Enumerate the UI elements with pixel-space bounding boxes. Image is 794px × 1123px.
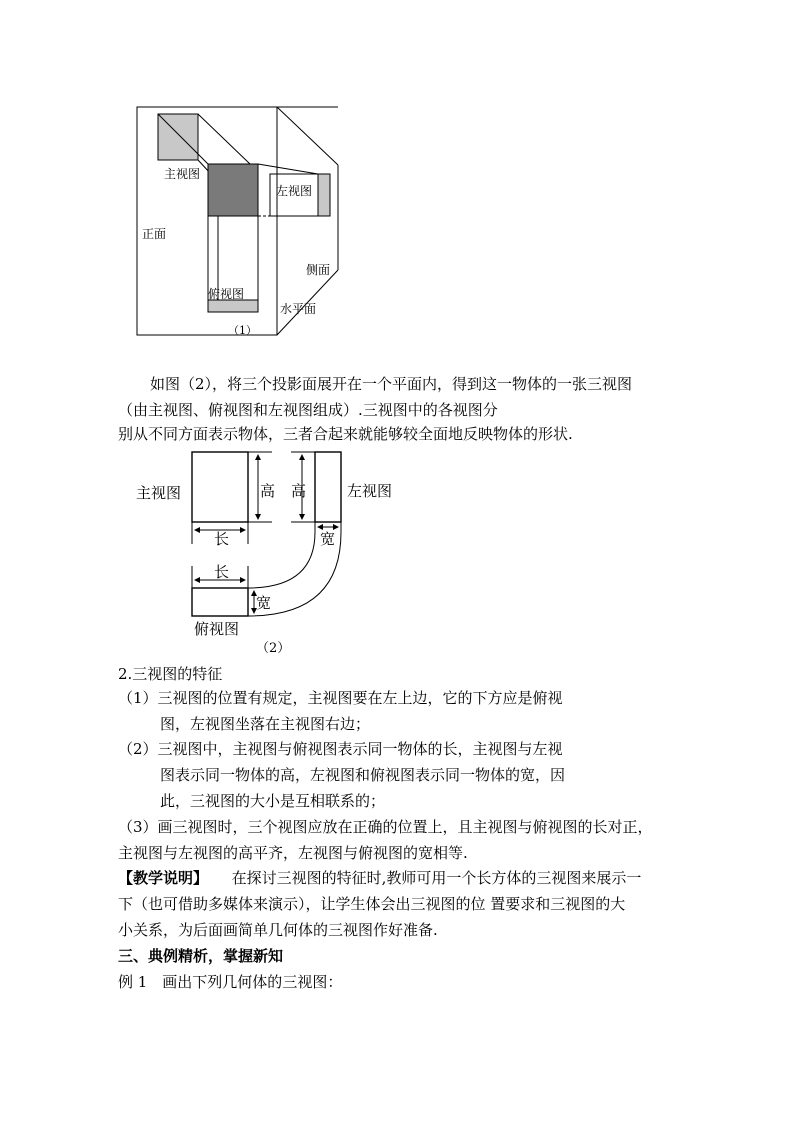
fig1-label-front: 正面: [142, 227, 167, 241]
fig1-label-left-view: 左视图: [276, 184, 313, 198]
item1-line1: （1）三视图的位置有规定，主视图要在左上边，它的下方应是俯视: [118, 689, 563, 707]
fig1-label-main-view: 主视图: [164, 167, 201, 181]
teach-line1-text: 在探讨三视图的特征时,教师可用一个长方体的三视图来展示一: [231, 869, 642, 887]
fig2-label-width-1: 宽: [320, 530, 336, 548]
fig2-label-length-2: 长: [214, 563, 230, 581]
fig1-label-top-view: 俯视图: [208, 287, 245, 301]
teach-label: 【教学说明】: [118, 869, 209, 887]
figure-1-projection-box: [130, 100, 345, 345]
fig2-top-view-rect: [192, 588, 248, 616]
fig1-caption: （1）: [228, 324, 257, 337]
fig2-label-main-view: 主视图: [136, 484, 182, 502]
item2-line3: 此，三视图的大小是互相联系的；: [160, 792, 386, 810]
item2-line2: 图表示同一物体的高，左视图和俯视图表示同一物体的宽，因: [160, 766, 566, 784]
item1-line2: 图，左视图坐落在主视图右边；: [160, 715, 371, 733]
fig2-arc-inner: [248, 532, 315, 588]
fig2-main-view-rect: [192, 452, 248, 522]
left-view-panel: [318, 174, 330, 216]
fig1-label-side: 侧面: [306, 263, 331, 277]
teach-line3: 小关系，为后面画简单几何体的三视图作好准备.: [118, 921, 438, 939]
fig2-caption: （2）: [256, 641, 291, 656]
para1-line2: （由主视图、俯视图和左视图组成）.三视图中的各视图分: [118, 401, 498, 419]
teach-line1: [118, 868, 688, 888]
item2-line1: （2）三视图中，主视图与俯视图表示同一物体的长，主视图与左视: [118, 740, 563, 758]
top-view-panel: [208, 300, 258, 312]
fig2-label-length-1: 长: [214, 530, 230, 548]
fig1-label-horizontal: 水平面: [280, 302, 317, 316]
fig2-left-view-rect: [315, 452, 341, 522]
item3-line1: （3）画三视图时，三个视图应放在正确的位置上，且主视图与俯视图的长对正，: [118, 818, 653, 836]
main-view-panel: [158, 114, 198, 160]
example1: 例 1 画出下列几何体的三视图：: [118, 973, 343, 991]
para1-line1: 如图（2），将三个投影面展开在一个平面内，得到这一物体的一张三视图: [150, 375, 633, 393]
fig2-label-width-2: 宽: [256, 594, 272, 612]
item3-line2: 主视图与左视图的高平齐，左视图与俯视图的宽相等.: [118, 844, 468, 862]
fig2-label-height-2: 高: [291, 482, 307, 500]
section3-title: 三、典例精析，掌握新知: [118, 947, 284, 965]
figure-2-three-views: [130, 446, 420, 660]
fig2-label-height-1: 高: [260, 482, 276, 500]
section2-title: 2.三视图的特征: [118, 665, 223, 683]
fig2-label-left-view: 左视图: [347, 482, 393, 500]
object-front-face: [208, 164, 258, 216]
para1-line3: 别从不同方面表示物体，三者合起来就能够较全面地反映物体的形状.: [118, 425, 573, 443]
fig2-label-top-view: 俯视图: [194, 620, 240, 638]
teach-line2: 下（也可借助多媒体来演示），让学生体会出三视图的位 置要求和三视图的大: [118, 895, 626, 913]
